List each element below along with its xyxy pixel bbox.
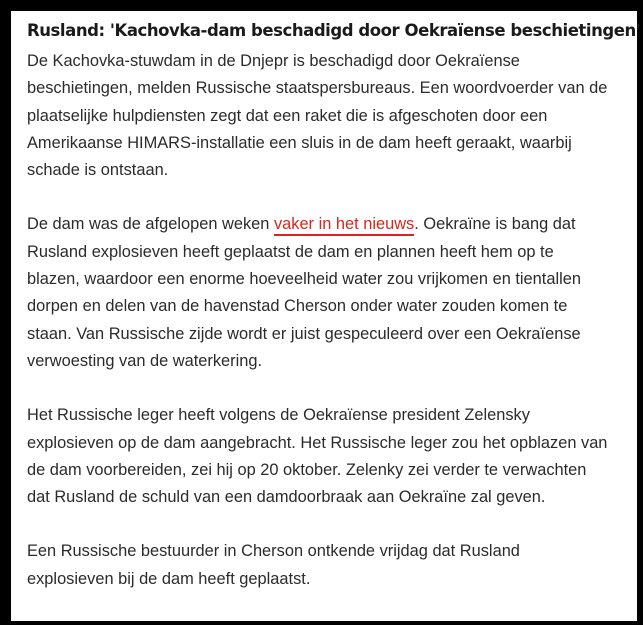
text-line: plaatselijke hulpdiensten zegt dat een raket die is afgeschoten door een	[27, 106, 548, 125]
text-line: explosieven op de dam aangebracht. Het Russische leger zou het opblazen van	[27, 433, 608, 452]
text-line: beschietingen, melden Russische staatspersbureaus. Een woordvoerder van de	[27, 79, 608, 98]
text-line: dat Rusland de schuld van een damdoorbraak aan Oekraïne zal geven.	[27, 488, 546, 507]
text-line: Amerikaanse HIMARS-installatie een sluis in de dam heeft geraakt, waarbij	[27, 133, 572, 152]
article-card	[11, 11, 641, 621]
paragraph-4	[27, 538, 627, 593]
paragraph-3	[27, 402, 627, 511]
article-title: Rusland: 'Kachovka-dam beschadigd door Oekraïense beschietingen'	[27, 21, 641, 40]
text-line: verwoesting van de waterkering.	[27, 351, 263, 370]
paragraph-2	[27, 211, 627, 375]
text-line: explosieven bij de dam heeft geplaatst.	[27, 569, 311, 588]
text-segment: De dam was de afgelopen weken	[27, 215, 274, 234]
text-line: schade is ontstaan.	[27, 161, 169, 180]
text-line: De Kachovka-stuwdam in de Dnjepr is beschadigd door Oekraïense	[27, 52, 520, 70]
text-line	[27, 211, 627, 238]
text-line: de dam voorbereiden, zei hij op 20 oktober. Zelenky zei verder te verwachten	[27, 460, 587, 479]
text-line: Het Russische leger heeft volgens de Oekraïense president Zelensky	[27, 406, 530, 425]
text-line: dorpen en delen van de havenstad Cherson onder water zouden komen te	[27, 297, 568, 316]
text-line: blazen, waardoor een enorme hoeveelheid water zou vrijkomen en tientallen	[27, 270, 581, 289]
text-line: staan. Van Russische zijde wordt er juist gespeculeerd over een Oekraïense	[27, 324, 581, 343]
paragraph-1	[27, 48, 627, 184]
text-segment: . Oekraïne is bang dat	[414, 215, 576, 234]
news-link[interactable]: vaker in het nieuws	[274, 215, 414, 236]
text-line: Een Russische bestuurder in Cherson ontkende vrijdag dat Rusland	[27, 542, 520, 561]
text-line: Rusland explosieven heeft geplaatst de dam en plannen heeft hem op te	[27, 242, 554, 261]
